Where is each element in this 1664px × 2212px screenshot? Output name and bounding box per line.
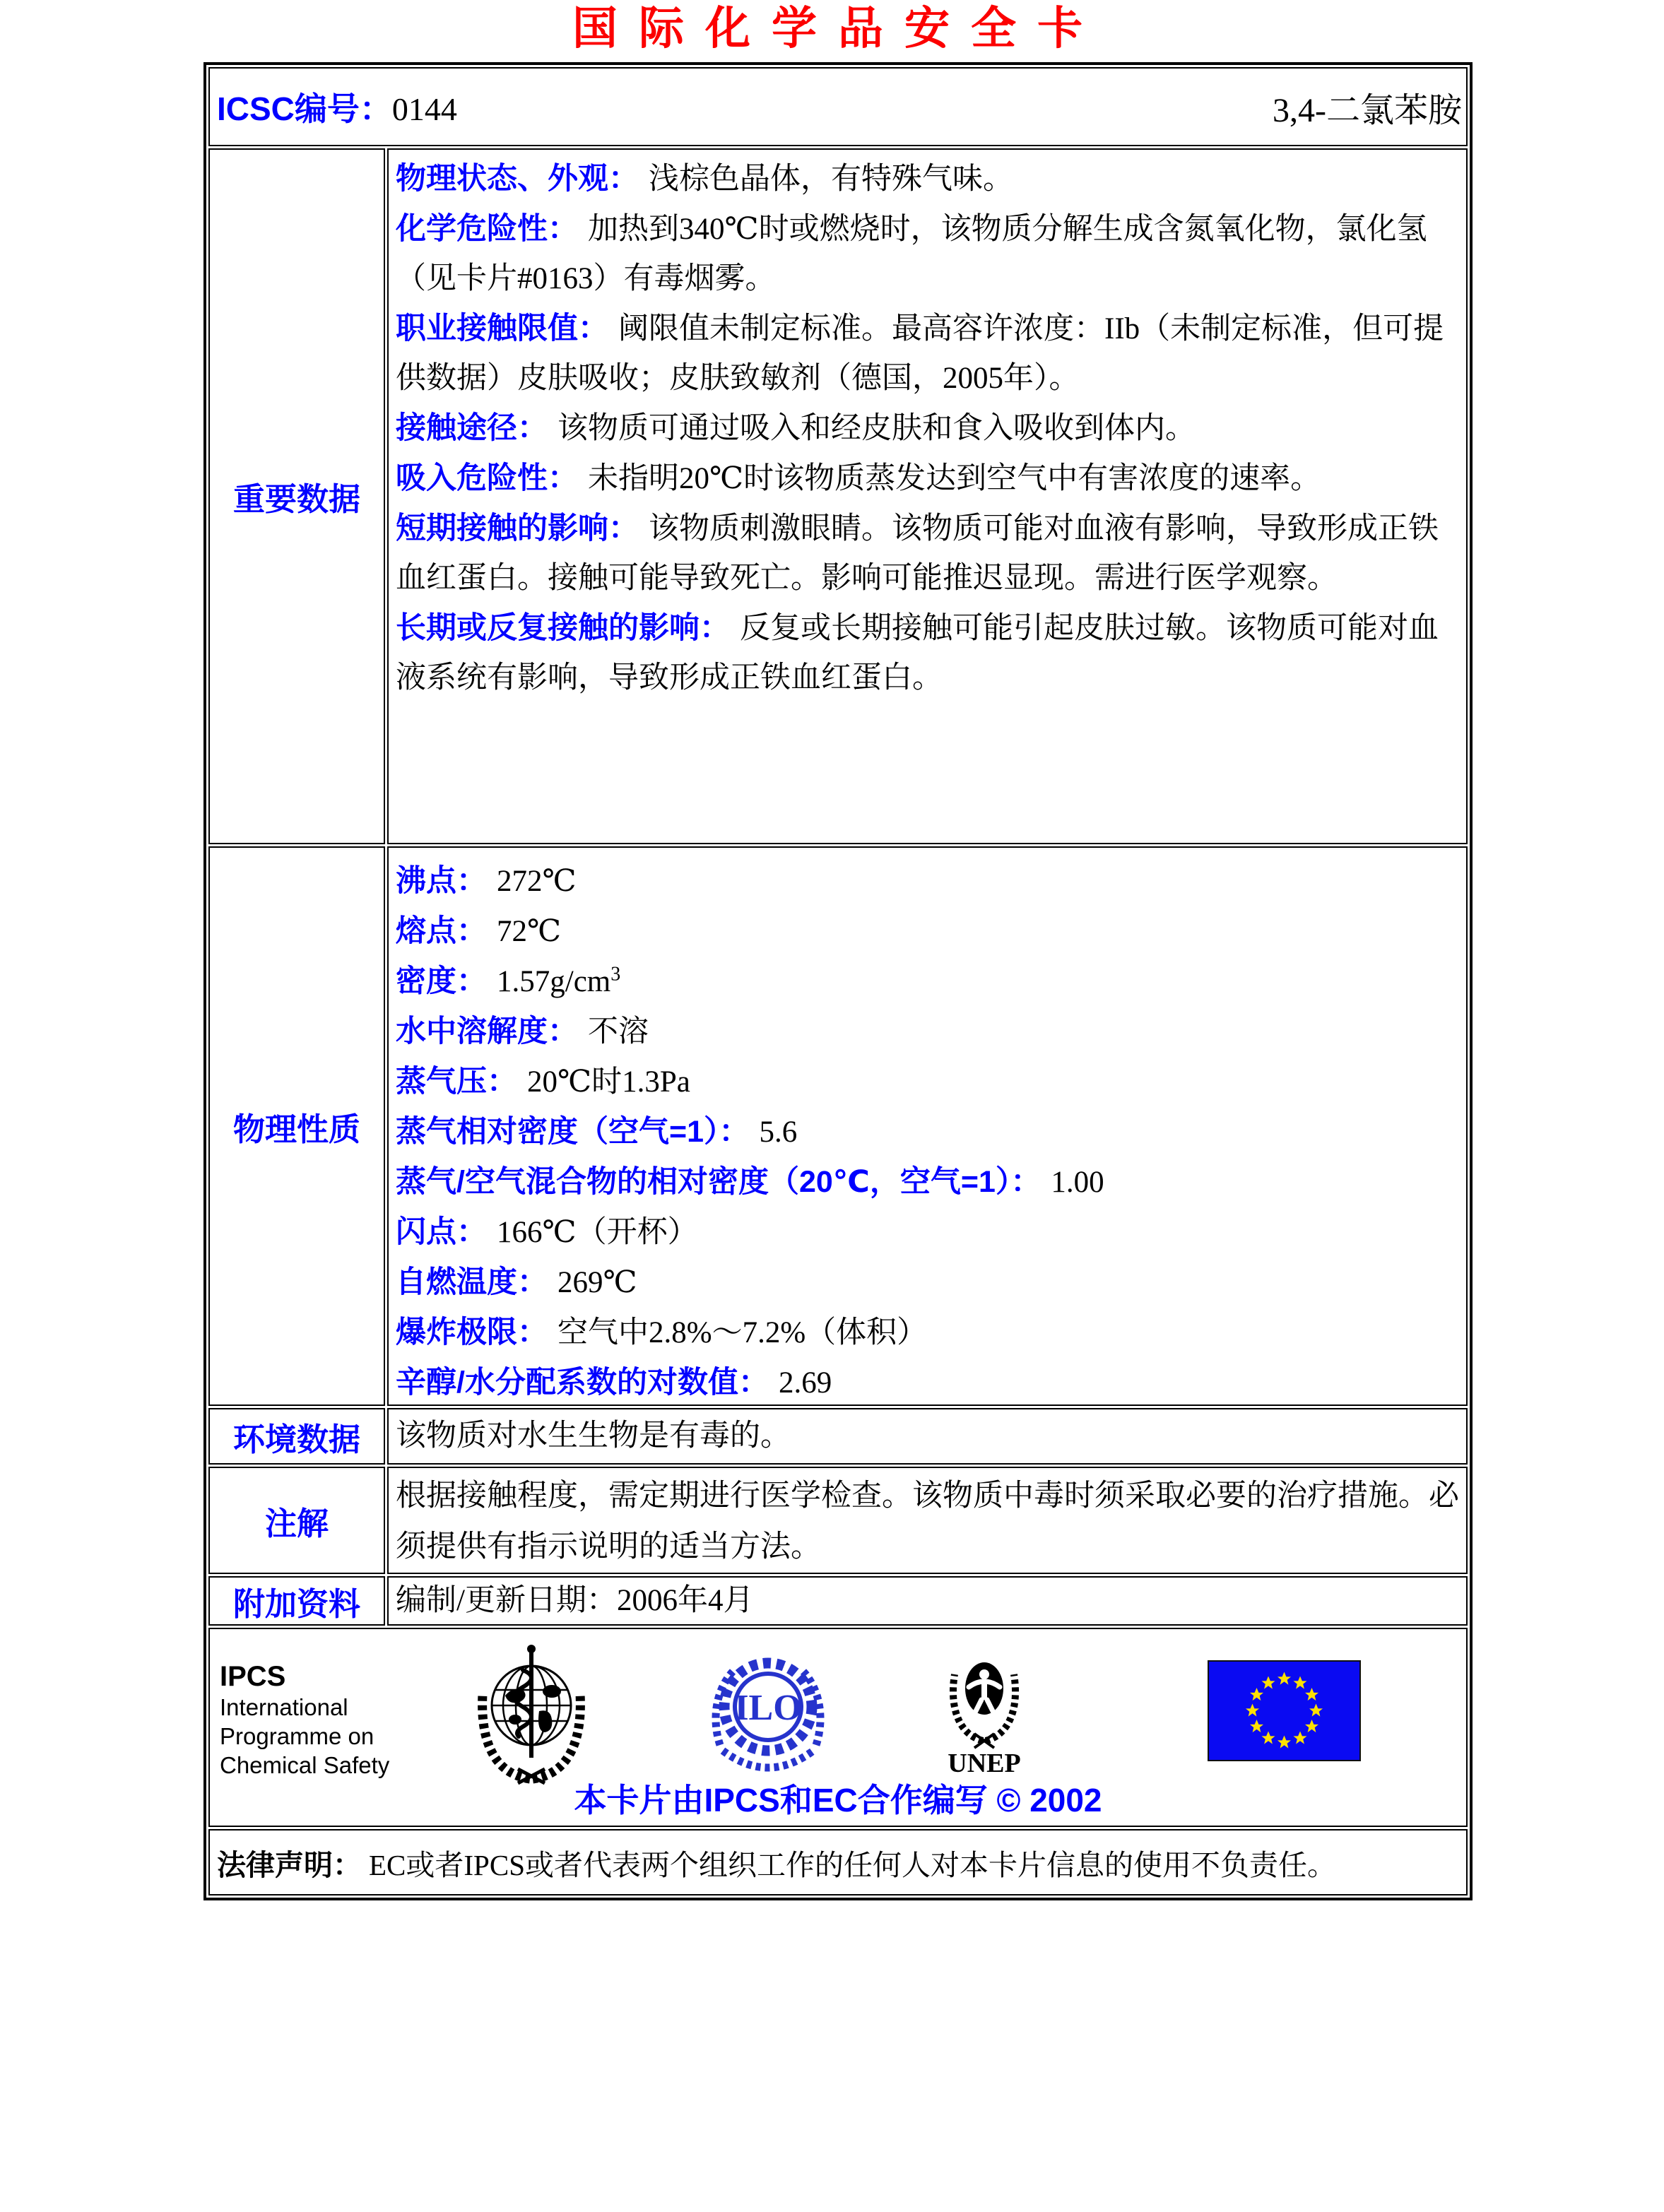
physical-item-label: 水中溶解度： — [396, 1015, 578, 1048]
physical-property-item — [396, 1258, 1459, 1308]
physical-item-value: 2.69 — [778, 1366, 832, 1400]
physical-item-value: 269℃ — [557, 1266, 637, 1299]
legal-text: EC或者IPCS或者代表两个组织工作的任何人对本卡片信息的使用不负责任。 — [369, 1848, 1336, 1881]
section-label-additional-info: 附加资料 — [208, 1576, 385, 1626]
additional-info-content: 编制/更新日期：2006年4月 — [387, 1576, 1468, 1626]
physical-item-label: 沸点： — [396, 864, 487, 898]
legal-row — [208, 1829, 1468, 1895]
physical-property-item — [396, 1057, 1459, 1107]
important-item-text: 反复或长期接触可能引起皮肤过敏。该物质可能对血液系统有影响，导致形成正铁血红蛋白。 — [396, 612, 1439, 694]
important-item-label: 职业接触限值： — [396, 312, 608, 345]
important-item-label: 接触途径： — [396, 411, 548, 445]
physical-item-value: 不溶 — [588, 1015, 649, 1048]
icsc-card — [203, 62, 1473, 1900]
physical-item-superscript: 3 — [610, 963, 621, 986]
physical-item-label: 熔点： — [396, 914, 487, 948]
physical-item-label: 蒸气/空气混合物的相对密度（20℃，空气=1）： — [396, 1165, 1042, 1199]
icsc-number-group — [217, 83, 457, 130]
physical-property-item — [396, 1207, 1459, 1258]
who-logo-icon — [464, 1643, 598, 1786]
section-label-notes: 注解 — [208, 1467, 385, 1574]
physical-item-label: 辛醇/水分配系数的对数值： — [396, 1366, 769, 1400]
important-item-text: 该物质刺激眼睛。该物质可能对血液有影响，导致形成正铁血红蛋白。接触可能导致死亡。影响可能推迟显现。需进行医学观察。 — [396, 512, 1439, 595]
physical-properties-row — [208, 846, 1468, 1406]
page-title: 国际化学品安全卡 — [572, 3, 1104, 54]
physical-property-item — [396, 1007, 1459, 1057]
important-data-item — [396, 403, 1459, 454]
unep-logo-icon — [945, 1643, 1024, 1779]
important-data-content — [387, 148, 1468, 844]
important-item-text: 浅棕色晶体，有特殊气味。 — [649, 162, 1013, 196]
important-item-label: 长期或反复接触的影响： — [396, 611, 730, 645]
physical-property-item — [396, 906, 1459, 957]
environmental-data-content: 该物质对水生生物是有毒的。 — [387, 1408, 1468, 1465]
section-label-important-data: 重要数据 — [208, 148, 385, 844]
physical-property-item — [396, 1107, 1459, 1157]
important-item-label: 吸入危险性： — [396, 461, 578, 495]
physical-property-item — [396, 1358, 1459, 1408]
physical-item-label: 闪点： — [396, 1215, 487, 1249]
important-item-label: 化学危险性： — [396, 212, 578, 246]
important-item-text: 该物质可通过吸入和经皮肤和食入吸收到体内。 — [557, 412, 1196, 445]
important-data-item — [396, 304, 1459, 403]
physical-item-value: 272℃ — [497, 865, 577, 898]
physical-item-label: 密度： — [396, 964, 487, 998]
section-label-environmental-data: 环境数据 — [208, 1408, 385, 1465]
important-data-item — [396, 454, 1459, 504]
legal-cell — [208, 1829, 1468, 1895]
physical-item-value: 72℃ — [497, 915, 562, 948]
physical-item-value: 1.00 — [1051, 1166, 1104, 1199]
physical-item-label: 蒸气压： — [396, 1065, 517, 1099]
physical-item-value: 1.57g/cm — [497, 965, 611, 998]
physical-item-label: 蒸气相对密度（空气=1）： — [396, 1115, 750, 1149]
logos-row — [208, 1628, 1468, 1827]
environmental-data-row — [208, 1408, 1468, 1465]
header-cell — [208, 67, 1468, 146]
physical-item-value: 166℃（开杯） — [497, 1216, 698, 1249]
icsc-number-label: ICSC编号： — [217, 90, 392, 127]
physical-property-item — [396, 856, 1459, 906]
icsc-number-value: 0144 — [391, 91, 457, 127]
important-item-label: 物理状态、外观： — [396, 162, 639, 196]
physical-item-value: 空气中2.8%～7.2%（体积） — [557, 1316, 928, 1349]
ipcs-text-block — [220, 1660, 389, 1780]
physical-item-value: 5.6 — [759, 1116, 798, 1149]
important-data-item — [396, 504, 1459, 603]
physical-property-item — [396, 1157, 1459, 1207]
unep-logo-letters: UNEP — [948, 1749, 1021, 1778]
notes-content: 根据接触程度，需定期进行医学检查。该物质中毒时须采取必要的治疗措施。必须提供有指示说明的适当方法。 — [387, 1467, 1468, 1574]
ipcs-title: IPCS — [220, 1661, 286, 1692]
section-label-physical-properties: 物理性质 — [208, 846, 385, 1406]
logos-cell — [208, 1628, 1468, 1827]
eu-flag-icon — [1208, 1660, 1361, 1761]
important-item-text: 未指明20℃时该物质蒸发达到空气中有害浓度的速率。 — [588, 462, 1321, 495]
additional-info-row — [208, 1576, 1468, 1626]
header-row — [208, 67, 1468, 146]
credit-line: 本卡片由IPCS和EC合作编写 © 2002 — [574, 1782, 1102, 1818]
notes-row — [208, 1467, 1468, 1574]
ilo-logo-letters: ILO — [734, 1688, 802, 1728]
ipcs-line-2: Programme on — [220, 1723, 374, 1749]
physical-item-label: 爆炸极限： — [396, 1315, 548, 1349]
physical-item-label: 自燃温度： — [396, 1265, 548, 1299]
important-data-row — [208, 148, 1468, 844]
legal-label: 法律声明： — [217, 1848, 362, 1881]
chemical-name: 3,4-二氯苯胺 — [1273, 91, 1462, 129]
important-item-text: 加热到340℃时或燃烧时，该物质分解生成含氮氧化物，氯化氢（见卡片#0163）有毒烟雾。 — [396, 213, 1427, 295]
ilo-logo-icon — [704, 1646, 832, 1786]
physical-property-item — [396, 1308, 1459, 1358]
important-data-item — [396, 603, 1459, 703]
physical-item-value: 20℃时1.3Pa — [527, 1065, 690, 1099]
important-data-item — [396, 154, 1459, 204]
important-item-label: 短期接触的影响： — [396, 511, 639, 545]
important-data-item — [396, 204, 1459, 304]
ipcs-line-3: Chemical Safety — [220, 1752, 390, 1778]
physical-properties-content — [387, 846, 1468, 1406]
physical-property-item — [396, 957, 1459, 1007]
ipcs-line-1: International — [220, 1694, 348, 1720]
important-item-text: 阈限值未制定标准。最高容许浓度：IIb（未制定标准，但可提供数据）皮肤吸收；皮肤致敏剂（德国，2005年）。 — [396, 312, 1444, 395]
